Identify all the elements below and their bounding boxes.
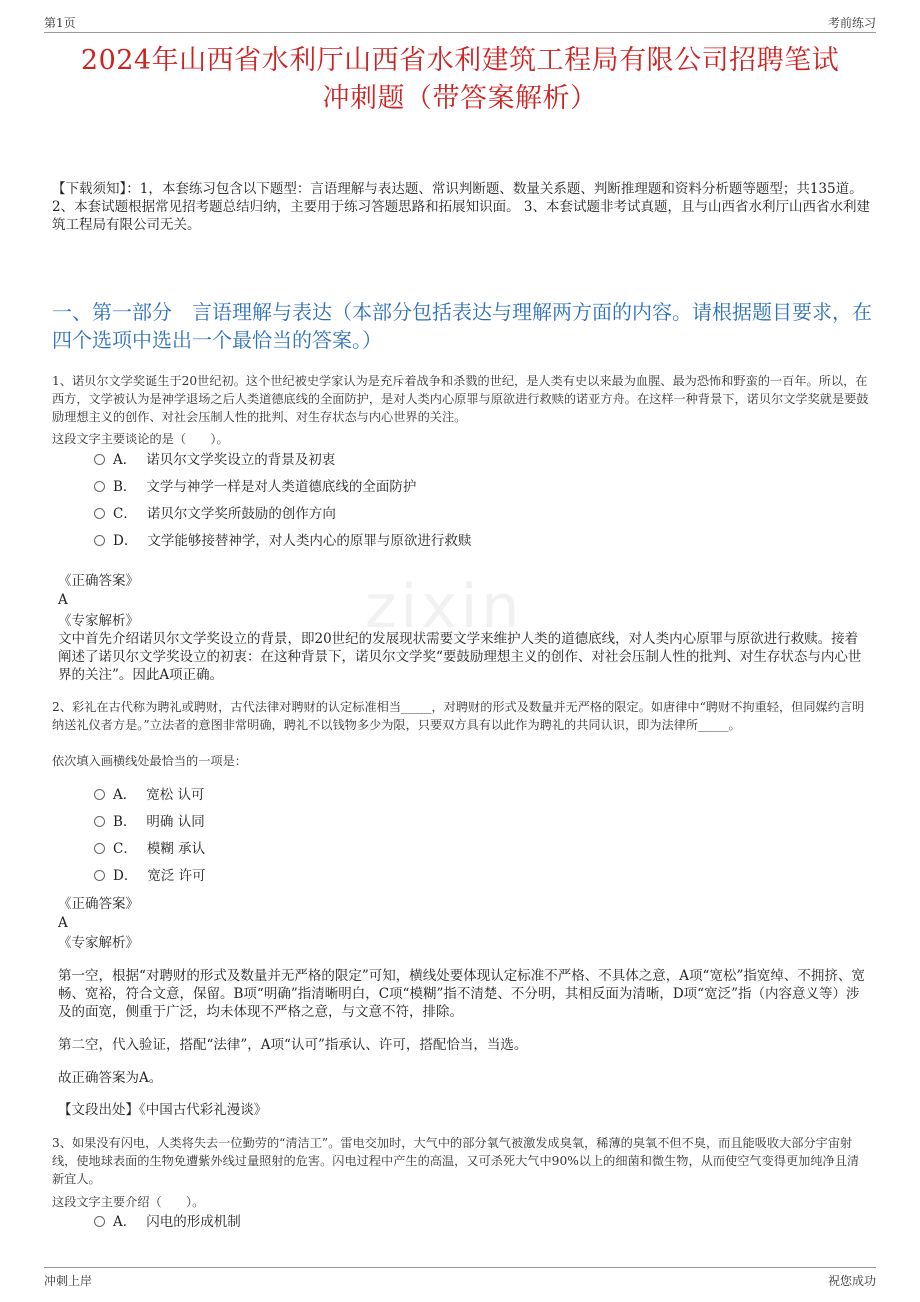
radio-icon[interactable] [94,1216,105,1227]
q2-analysis-paragraph-2: 第二空，代入验证，搭配“法律”，A项“认可”指承认、许可，搭配恰当，当选。 [58,1037,528,1053]
q1-option-b[interactable]: B． 文学与神学一样是对人类道德底线的全面防护 [94,477,416,497]
radio-icon[interactable] [94,816,105,827]
q1-prompt: 这段文字主要谈论的是（ ）。 [52,432,229,446]
q1-analysis: 文中首先介绍诺贝尔文学奖设立的背景，即20世纪的发展现状需要文学来维护人类的道德底线，对人类内心原罪与原欲进行救赎。接着阐述了诺贝尔文学奖设立的初衷：在这种背景下，诺贝尔文学奖“要鼓励理想主义的创作、对社会压制人性的批判、对生存状态与内心世界的关注”。因此A项正确。 [58,631,862,683]
page-footer [44,1267,876,1288]
q2-option-d[interactable]: D． 宽泛 许可 [94,866,206,886]
download-notice: 【下载须知】：1，本套练习包含以下题型：言语理解与表达题、常识判断题、数量关系题、判断推理题和资料分析题等题型；共135道。 2、本套试题根据常见招考题总结归纳，主要用于练习答题思路和拓展知识面。 3、本套试题非考试真题，且与山西省水利厅山西省水利建筑工程局有限公司无关。 [52,181,870,233]
section-heading: 一、第一部分 言语理解与表达（本部分包括表达与理解两方面的内容。请根据题目要求，在四个选项中选出一个最恰当的答案。） [52,300,872,352]
q1-option-d[interactable]: D． 文学能够接替神学，对人类内心的原罪与原欲进行救赎 [94,531,471,551]
radio-icon[interactable] [94,870,105,881]
q2-source: 【文段出处】《中国古代彩礼漫谈》 [58,1102,268,1118]
q2-prompt: 依次填入画横线处最恰当的一项是： [52,754,247,768]
page-number: 第1页 [44,16,76,30]
watermark: zixin [365,572,524,642]
q2-option-c[interactable]: C． 模糊 承认 [94,839,205,859]
radio-icon[interactable] [94,454,105,465]
q2-analysis-paragraph-3: 故正确答案为A。 [58,1070,163,1086]
radio-icon[interactable] [94,843,105,854]
q1-answer-label: 《正确答案》 [58,573,139,589]
footer-left: 冲刺上岸 [44,1274,93,1288]
q1-analysis-label: 《专家解析》 [58,613,139,629]
q1-answer: A [58,592,68,608]
radio-icon[interactable] [94,789,105,800]
footer-right: 祝您成功 [827,1274,876,1288]
q1-stem: 1、诺贝尔文学奖诞生于20世纪初。这个世纪被史学家认为是充斥着战争和杀戮的世纪，是人类有史以来最为血腥、最为恐怖和野蛮的一百年。所以，在西方，文学被认为是神学退场之后人类道德底线的全面防护，是对人类内心原罪与原欲进行救赎的诺亚方舟。在这样一种背景下，诺贝尔文学奖就是要鼓励理想主义的创作、对社会压制人性的批判、对生存状态与内心世界的关注。 [52,374,869,424]
q2-option-b[interactable]: B． 明确 认同 [94,812,205,832]
radio-icon[interactable] [94,535,105,546]
q3-prompt: 这段文字主要介绍（ ）。 [52,1195,205,1209]
radio-icon[interactable] [94,508,105,519]
page-header [44,12,876,33]
q2-analysis-label: 《专家解析》 [58,935,139,951]
q1-option-c[interactable]: C． 诺贝尔文学奖所鼓励的创作方向 [94,504,336,524]
title-line-1: 2024年山西省水利厅山西省水利建筑工程局有限公司招聘笔试 [80,45,840,76]
q2-stem: 2、彩礼在古代称为聘礼或聘财，古代法律对聘财的认定标准相当_____，对聘财的形式及数量并无严格的限定。如唐律中“聘财不拘重轻，但同媒约言明纳送礼仪者方是。”立法者的意图非常明确，聘礼不以钱物多少为限，只要双方具有以此作为聘礼的共同认识，即为法律所_____。 [52,700,865,732]
q3-stem: 3、如果没有闪电，人类将失去一位勤劳的“清洁工”。雷电交加时，大气中的部分氧气被激发成臭氧，稀薄的臭氧不但不臭，而且能吸收大部分宇宙射线，使地球表面的生物免遭紫外线过量照射的危害。闪电过程中产生的高温，又可杀死大气中90%以上的细菌和微生物，从而使空气变得更加纯净且清新宜人。 [52,1136,860,1186]
q2-analysis-paragraph-1: 第一空，根据“对聘财的形式及数量并无严格的限定”可知，横线处要体现认定标准不严格、不具体之意，A项“宽松”指宽绰、不拥挤、宽畅、宽裕，符合文意，保留。B项“明确”指清晰明白，C项“模糊”指不清楚、不分明，其相反面为清晰，D项“宽泛”指（内容意义等）涉及的面宽，侧重于广泛，均未体现不严格之意，与文意不符，排除。 [58,968,865,1020]
q1-option-a[interactable]: A． 诺贝尔文学奖设立的背景及初衷 [94,450,335,470]
q2-answer-label: 《正确答案》 [58,896,139,912]
q2-option-a[interactable]: A． 宽松 认可 [94,785,205,805]
q3-option-a[interactable]: A． 闪电的形成机制 [94,1212,241,1232]
q2-answer: A [58,915,68,931]
title-line-2: 冲刺题（带答案解析） [322,83,598,114]
page-title [44,42,876,118]
header-label: 考前练习 [827,16,876,30]
radio-icon[interactable] [94,481,105,492]
